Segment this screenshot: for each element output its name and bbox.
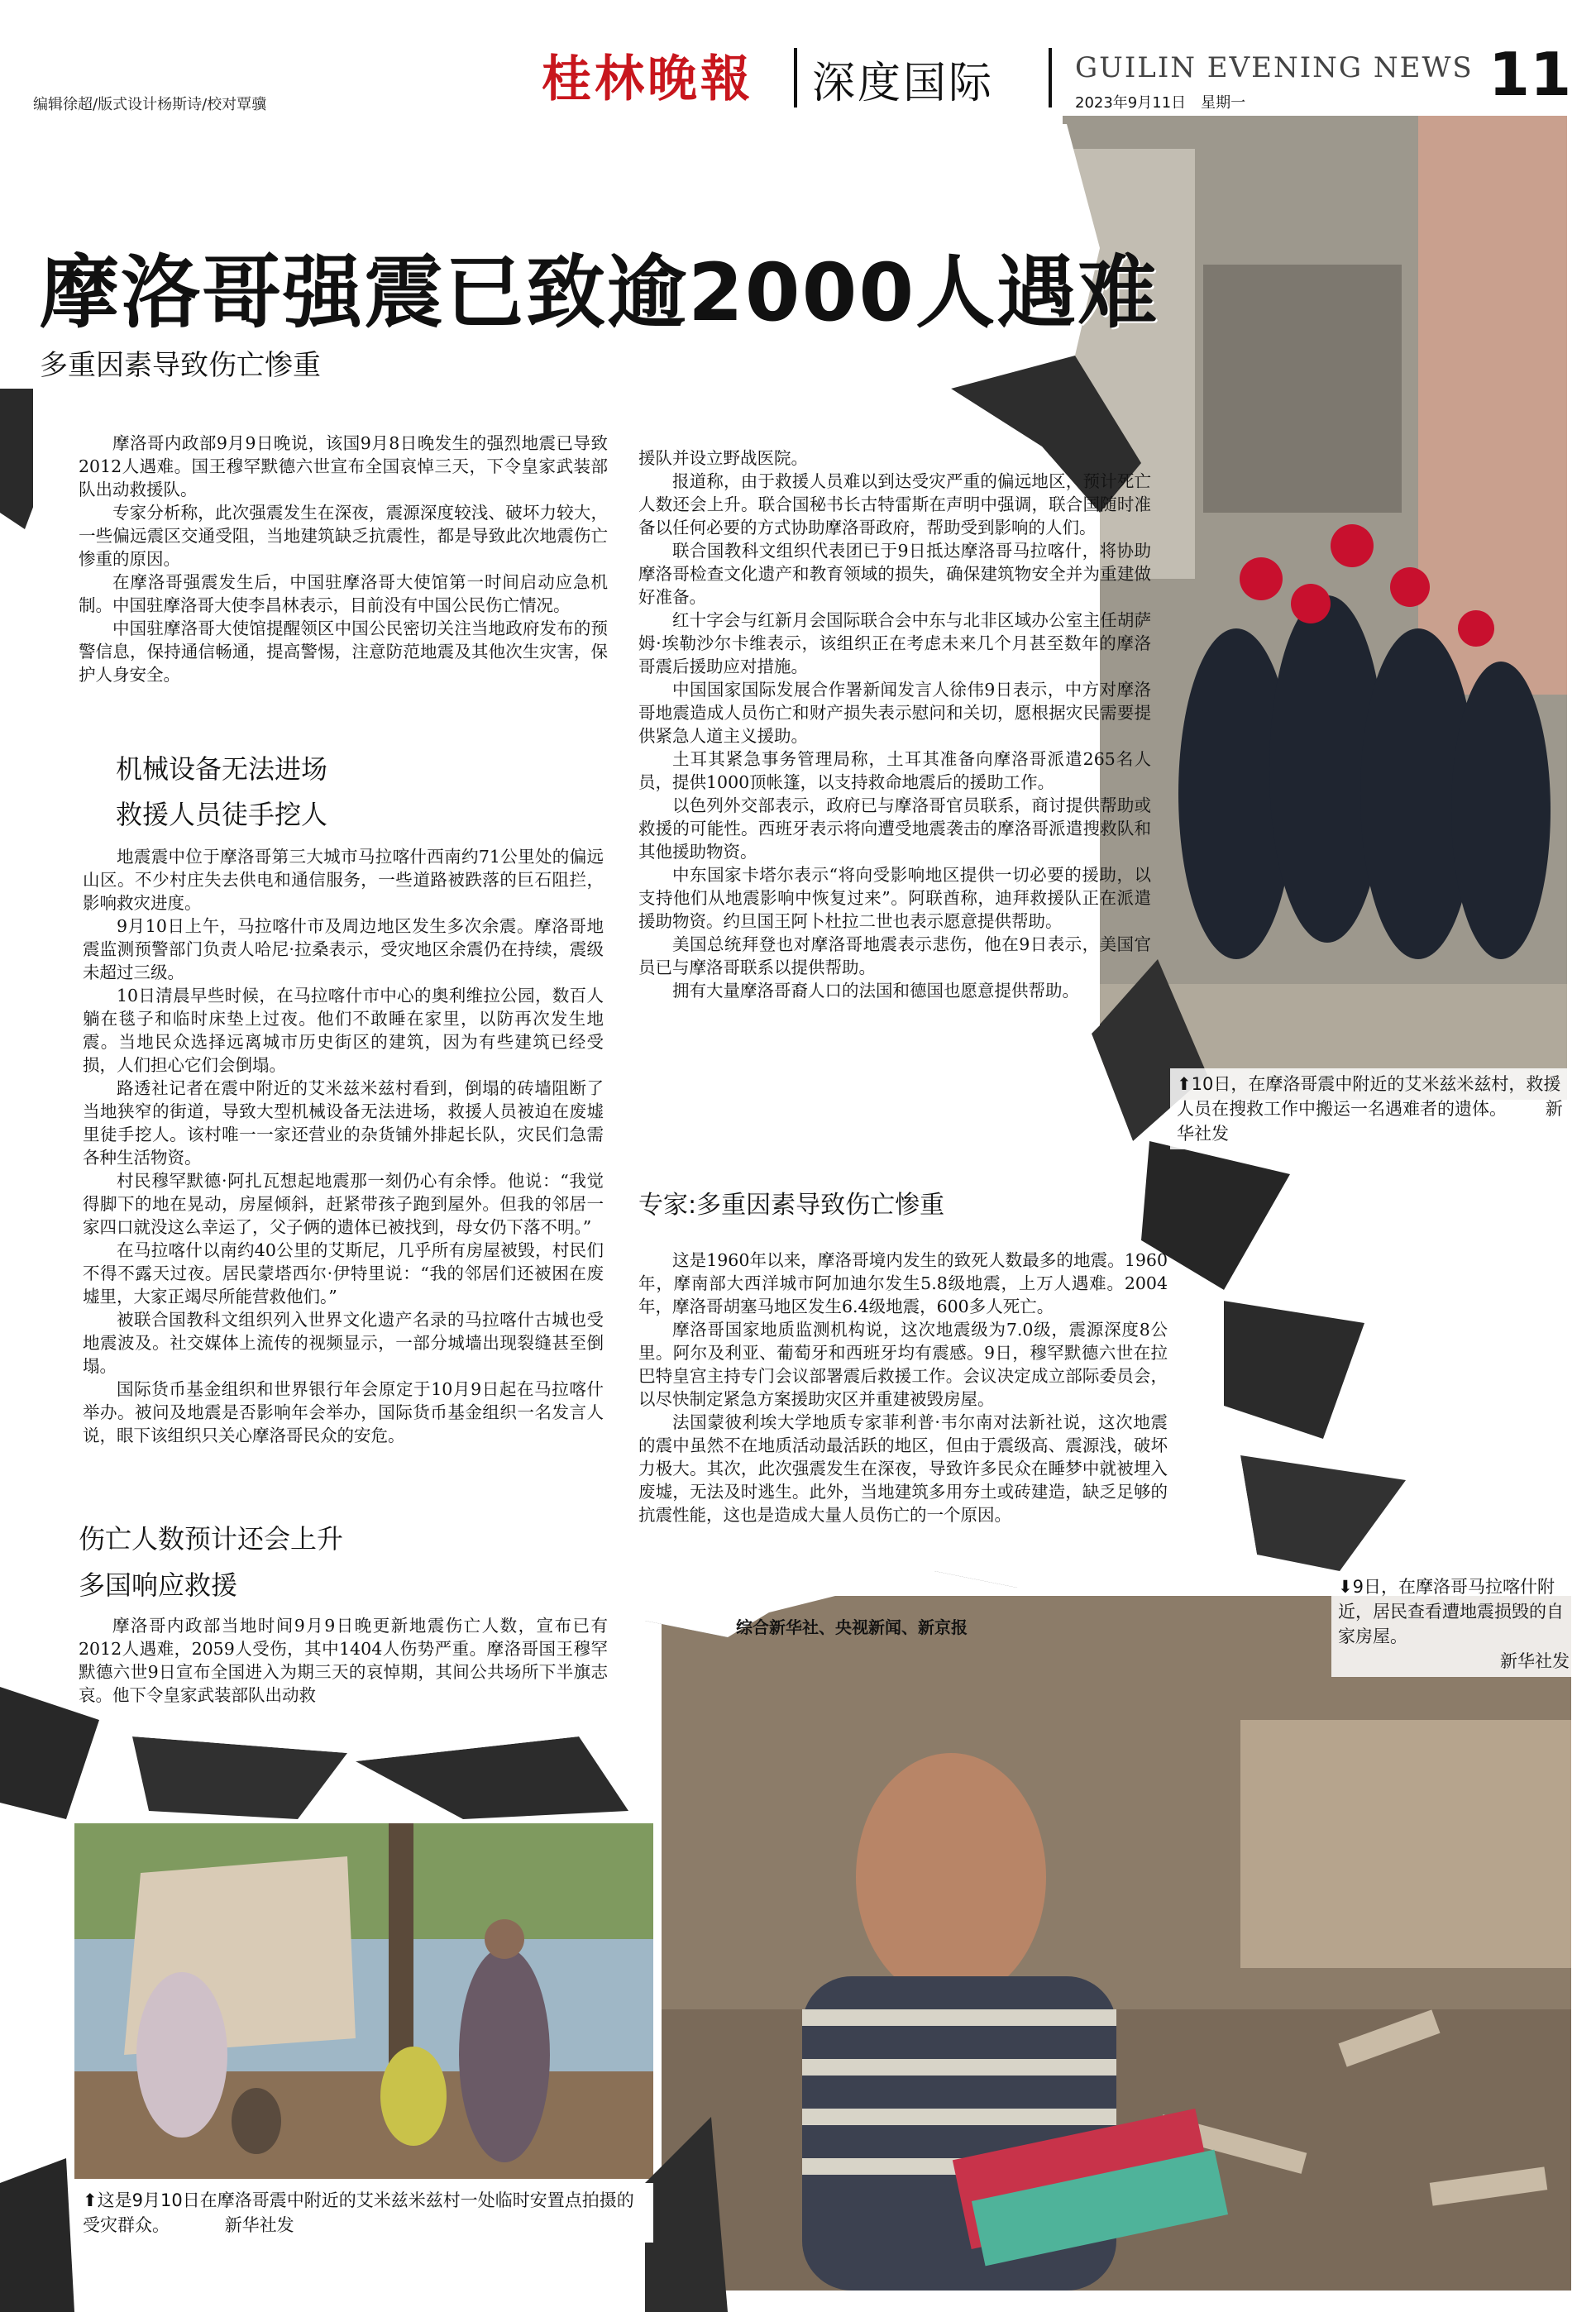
- lead-paragraph: 中国驻摩洛哥大使馆提醒领区中国公民密切关注当地政府发布的预警信息，保持通信畅通，提高警惕，注意防范地震及其他次生灾害，保护人身安全。: [79, 619, 608, 685]
- subhead-section1-line1: 机械设备无法进场: [116, 753, 328, 785]
- body-paragraph: 以色列外交部表示，政府已与摩洛哥官员联系，商讨提供帮助或救援的可能性。西班牙表示将向遭受地震袭击的摩洛哥派遣搜救队和其他援助物资。: [638, 795, 1151, 862]
- down-arrow-icon: ⬇: [1338, 1577, 1353, 1597]
- lead-block: [79, 432, 608, 686]
- body-paragraph: 中国国家国际发展合作署新闻发言人徐伟9日表示，中方对摩洛哥地震造成人员伤亡和财产损失表示慰问和关切，愿根据灾民需要提供紧急人道主义援助。: [638, 680, 1151, 746]
- resident-caption: [1331, 1571, 1576, 1677]
- body-paragraph: 红十字会与红新月会国际联合会中东与北非区域办公室主任胡萨姆·埃勒沙尔卡维表示，该组织正在考虑未来几个月甚至数年的摩洛哥震后援助应对措施。: [638, 610, 1151, 676]
- source-line: 综合新华社、央视新闻、新京报: [736, 1617, 968, 1637]
- photo-credit: 新华社发: [1177, 1099, 1563, 1144]
- credits-line: 编辑徐超/版式设计杨斯诗/校对覃骥: [33, 96, 267, 113]
- photo-credit: 新华社发: [1500, 1651, 1570, 1671]
- lead-paragraph: 专家分析称，此次强震发生在深夜，震源深度较浅、破坏力较大，一些偏远震区交通受阻，当地建筑缺乏抗震性，都是导致此次地震伤亡惨重的原因。: [79, 503, 608, 569]
- lead-paragraph: 在摩洛哥强震发生后，中国驻摩洛哥大使馆第一时间启动应急机制。中国驻摩洛哥大使李昌林表示，目前没有中国公民伤亡情况。: [79, 572, 608, 615]
- body-paragraph: 路透社记者在震中附近的艾米兹米兹村看到，倒塌的砖墙阻断了当地狭窄的街道，导致大型机械设备无法进场，救援人员被迫在废墟里徒手挖人。该村唯一一家还营业的杂货铺外排起长队，灾民们急需各种生活物资。: [83, 1078, 604, 1168]
- section2-body-right: [638, 447, 1151, 1002]
- body-paragraph: 这是1960年以来，摩洛哥境内发生的致死人数最多的地震。1960年，摩南部大西洋城市阿加迪尔发生5.8级地震，上万人遇难。2004年，摩洛哥胡塞马地区发生6.4级地震，600多人死亡。: [638, 1250, 1168, 1316]
- body-paragraph: 摩洛哥内政部当地时间9月9日晚更新地震伤亡人数，宣布已有2012人遇难，2059人受伤，其中1404人伤势严重。摩洛哥国王穆罕默德六世9日宣布全国进入为期三天的哀悼期，其间公共场所下半旗志哀。他下令皇家武装部队出动救: [79, 1616, 608, 1705]
- section1-body: [83, 845, 604, 1447]
- subhead-section2-line2: 多国响应救援: [79, 1569, 238, 1601]
- body-paragraph: 被联合国教科文组织列入世界文化遗产名录的马拉喀什古城也受地震波及。社交媒体上流传的视频显示，一部分城墙出现裂缝甚至倒塌。: [83, 1310, 604, 1376]
- section-title: 深度国际: [812, 59, 995, 108]
- body-paragraph: 土耳其紧急事务管理局称，土耳其准备向摩洛哥派遣265名人员，提供1000顶帐篷，以支持救命地震后的援助工作。: [638, 749, 1151, 792]
- section2-body-left: [79, 1614, 608, 1707]
- body-paragraph: 摩洛哥国家地质监测机构说，这次地震级为7.0级，震源深度8公里。阿尔及利亚、葡萄牙和西班牙均有震感。9日，穆罕默德六世在拉巴特皇宫主持专门会议部署震后救援工作。会议决定成立部际委员会，以尽快制定紧急方案援助灾区并重建被毁房屋。: [638, 1320, 1168, 1409]
- caption-text: 10日，在摩洛哥震中附近的艾米兹米兹村，救援人员在搜救工作中搬运一名遇难者的遗体。: [1177, 1074, 1561, 1119]
- subhead-section2-line1: 伤亡人数预计还会上升: [79, 1523, 344, 1555]
- deck: 多重因素导致伤亡惨重: [40, 349, 321, 382]
- body-paragraph: 9月10日上午，马拉喀什市及周边地区发生多次余震。摩洛哥地震监测预警部门负责人哈尼·拉桑表示，受灾地区余震仍在持续，震级未超过三级。: [83, 916, 604, 982]
- section3-body: [638, 1249, 1168, 1526]
- paper-name-english: GUILIN EVENING NEWS: [1075, 51, 1474, 84]
- caption-text: 9日，在摩洛哥马拉喀什附近，居民查看遭地震损毁的自家房屋。: [1338, 1577, 1564, 1646]
- body-paragraph: 中东国家卡塔尔表示“将向受影响地区提供一切必要的援助，以支持他们从地震影响中恢复过来”。阿联酋称，迪拜救援队正在派遣援助物资。约旦国王阿卜杜拉二世也表示愿意提供帮助。: [638, 865, 1151, 931]
- caption-text: 这是9月10日在摩洛哥震中附近的艾米兹米兹村一处临时安置点拍摄的受灾群众。: [83, 2190, 634, 2235]
- body-paragraph: 村民穆罕默德·阿扎瓦想起地震那一刻仍心有余悸。他说：“我觉得脚下的地在晃动，房屋倾斜，赶紧带孩子跑到屋外。但我的邻居一家四口就没这么幸运了，父子俩的遗体已被找到，母女仍下落不明。”: [83, 1171, 604, 1237]
- body-paragraph: 拥有大量摩洛哥裔人口的法国和德国也愿意提供帮助。: [672, 981, 1079, 1001]
- camp-caption: [74, 2183, 653, 2243]
- headline: 摩洛哥强震已致逾2000人遇难: [40, 246, 1159, 339]
- body-paragraph: 联合国教科文组织代表团已于9日抵达摩洛哥马拉喀什，将协助摩洛哥检查文化遗产和教育领域的损失，确保建筑物安全并为重建做好准备。: [638, 541, 1151, 607]
- subhead-section1-line2: 救援人员徒手挖人: [116, 799, 328, 830]
- masthead-logo: 桂林晚報: [542, 50, 753, 108]
- issue-date: 2023年9月11日 星期一: [1075, 94, 1246, 112]
- photo-credit: 新华社发: [224, 2215, 294, 2235]
- body-paragraph: 法国蒙彼利埃大学地质专家菲利普·韦尔南对法新社说，这次地震的震中虽然不在地质活动最活跃的地区，但由于震级高、震源浅，破坏力极大。其次，此次强震发生在深夜，导致许多民众在睡梦中就被埋入废墟，无法及时逃生。此外，当地建筑多用夯土或砖建造，缺乏足够的抗震性能，这也是造成大量人员伤亡的一个原因。: [638, 1412, 1168, 1525]
- body-paragraph: 10日清晨早些时候，在马拉喀什市中心的奥利维拉公园，数百人躺在毯子和临时床垫上过夜。他们不敢睡在家里，以防再次发生地震。当地民众选择远离城市历史街区的建筑，因为有些建筑已经受损，人们担心它们会倒塌。: [83, 986, 604, 1075]
- page-number: 11: [1488, 40, 1572, 109]
- body-paragraph: 地震震中位于摩洛哥第三大城市马拉喀什西南约71公里处的偏远山区。不少村庄失去供电和通信服务，一些道路被跌落的巨石阻拦，影响救灾进度。: [83, 847, 604, 913]
- body-paragraph: 国际货币基金组织和世界银行年会原定于10月9日起在马拉喀什举办。被问及地震是否影响年会举办，国际货币基金组织一名发言人说，眼下该组织只关心摩洛哥民众的安危。: [83, 1379, 604, 1445]
- lead-paragraph: 摩洛哥内政部9月9日晚说，该国9月8日晚发生的强烈地震已导致2012人遇难。国王穆罕默德六世宣布全国哀悼三天，下令皇家武装部队出动救援队。: [79, 433, 608, 499]
- body-paragraph: 报道称，由于救援人员难以到达受灾严重的偏远地区，预计死亡人数还会上升。联合国秘书长古特雷斯在声明中强调，联合国随时准备以任何必要的方式协助摩洛哥政府，帮助受到影响的人们。: [638, 471, 1151, 537]
- up-arrow-icon: ⬆: [1177, 1074, 1192, 1094]
- rescue-caption: [1170, 1068, 1572, 1149]
- body-paragraph: 美国总统拜登也对摩洛哥地震表示悲伤，他在9日表示，美国官员已与摩洛哥联系以提供帮助。: [638, 934, 1151, 977]
- body-paragraph: 援队并设立野战医院。: [638, 448, 808, 468]
- subhead-section3: 专家:多重因素导致伤亡惨重: [638, 1191, 945, 1220]
- up-arrow-icon: ⬆: [83, 2190, 98, 2210]
- body-paragraph: 在马拉喀什以南约40公里的艾斯尼，几乎所有房屋被毁，村民们不得不露天过夜。居民蒙塔西尔·伊特里说：“我的邻居们还被困在废墟里，大家正竭尽所能营救他们。”: [83, 1240, 604, 1306]
